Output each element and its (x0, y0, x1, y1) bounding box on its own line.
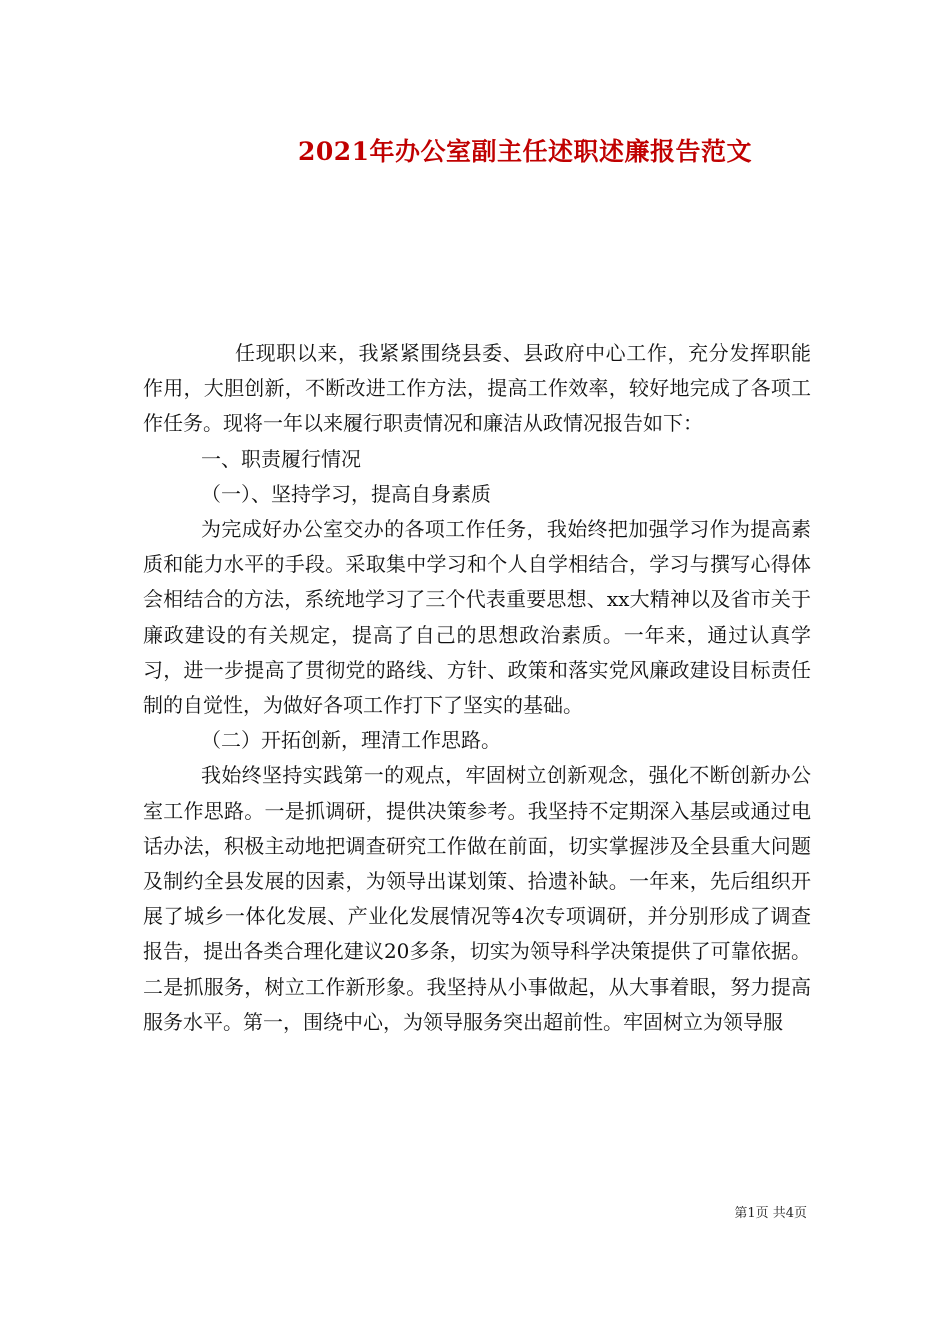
paragraph-study: 为完成好办公室交办的各项工作任务，我始终把加强学习作为提高素质和能力水平的手段。采取集中学习和个人自学相结合，学习与撰写心得体会相结合的方法，系统地学习了三个代表重要思想、xx大精神以及省市关于廉政建设的有关规定，提高了自己的思想政治素质。一年来，通过认真学习，进一步提高了贯彻党的路线、方针、政策和落实党风廉政建设目标责任制的自觉性，为做好各项工作打下了坚实的基础。 (143, 517, 811, 718)
section-heading-duties: 一、职责履行情况 (201, 446, 361, 471)
paragraph-intro: 任现职以来，我紧紧围绕县委、县政府中心工作，充分发挥职能作用，大胆创新，不断改进工作方法，提高工作效率，较好地完成了各项工作任务。现将一年以来履行职责情况和廉洁从政情况报告如下： (143, 341, 811, 436)
paragraph-innovation: 我始终坚持实践第一的观点，牢固树立创新观念，强化不断创新办公室工作思路。一是抓调研，提供决策参考。我坚持不定期深入基层或通过电话办法，积极主动地把调查研究工作做在前面，切实掌握涉及全县重大问题及制约全县发展的因素，为领导出谋划策、拾遗补缺。一年来，先后组织开展了城乡一体化发展、产业化发展情况等4次专项调研，并分别形成了调查报告，提出各类合理化建议20多条，切实为领导科学决策提供了可靠依据。二是抓服务，树立工作新形象。我坚持从小事做起，从大事着眼，努力提高服务水平。第一，围绕中心，为领导服务突出超前性。牢固树立为领导服 (143, 763, 811, 1034)
subsection-heading-innovation: （二）开拓创新，理清工作思路。 (201, 728, 501, 753)
document-body (143, 336, 811, 1040)
page-number-footer: 第1页 共4页 (734, 1206, 807, 1221)
subsection-heading-study: （一）、坚持学习，提高自身素质 (201, 481, 491, 506)
page-title: 2021年办公室副主任述职述廉报告范文 (297, 137, 753, 166)
